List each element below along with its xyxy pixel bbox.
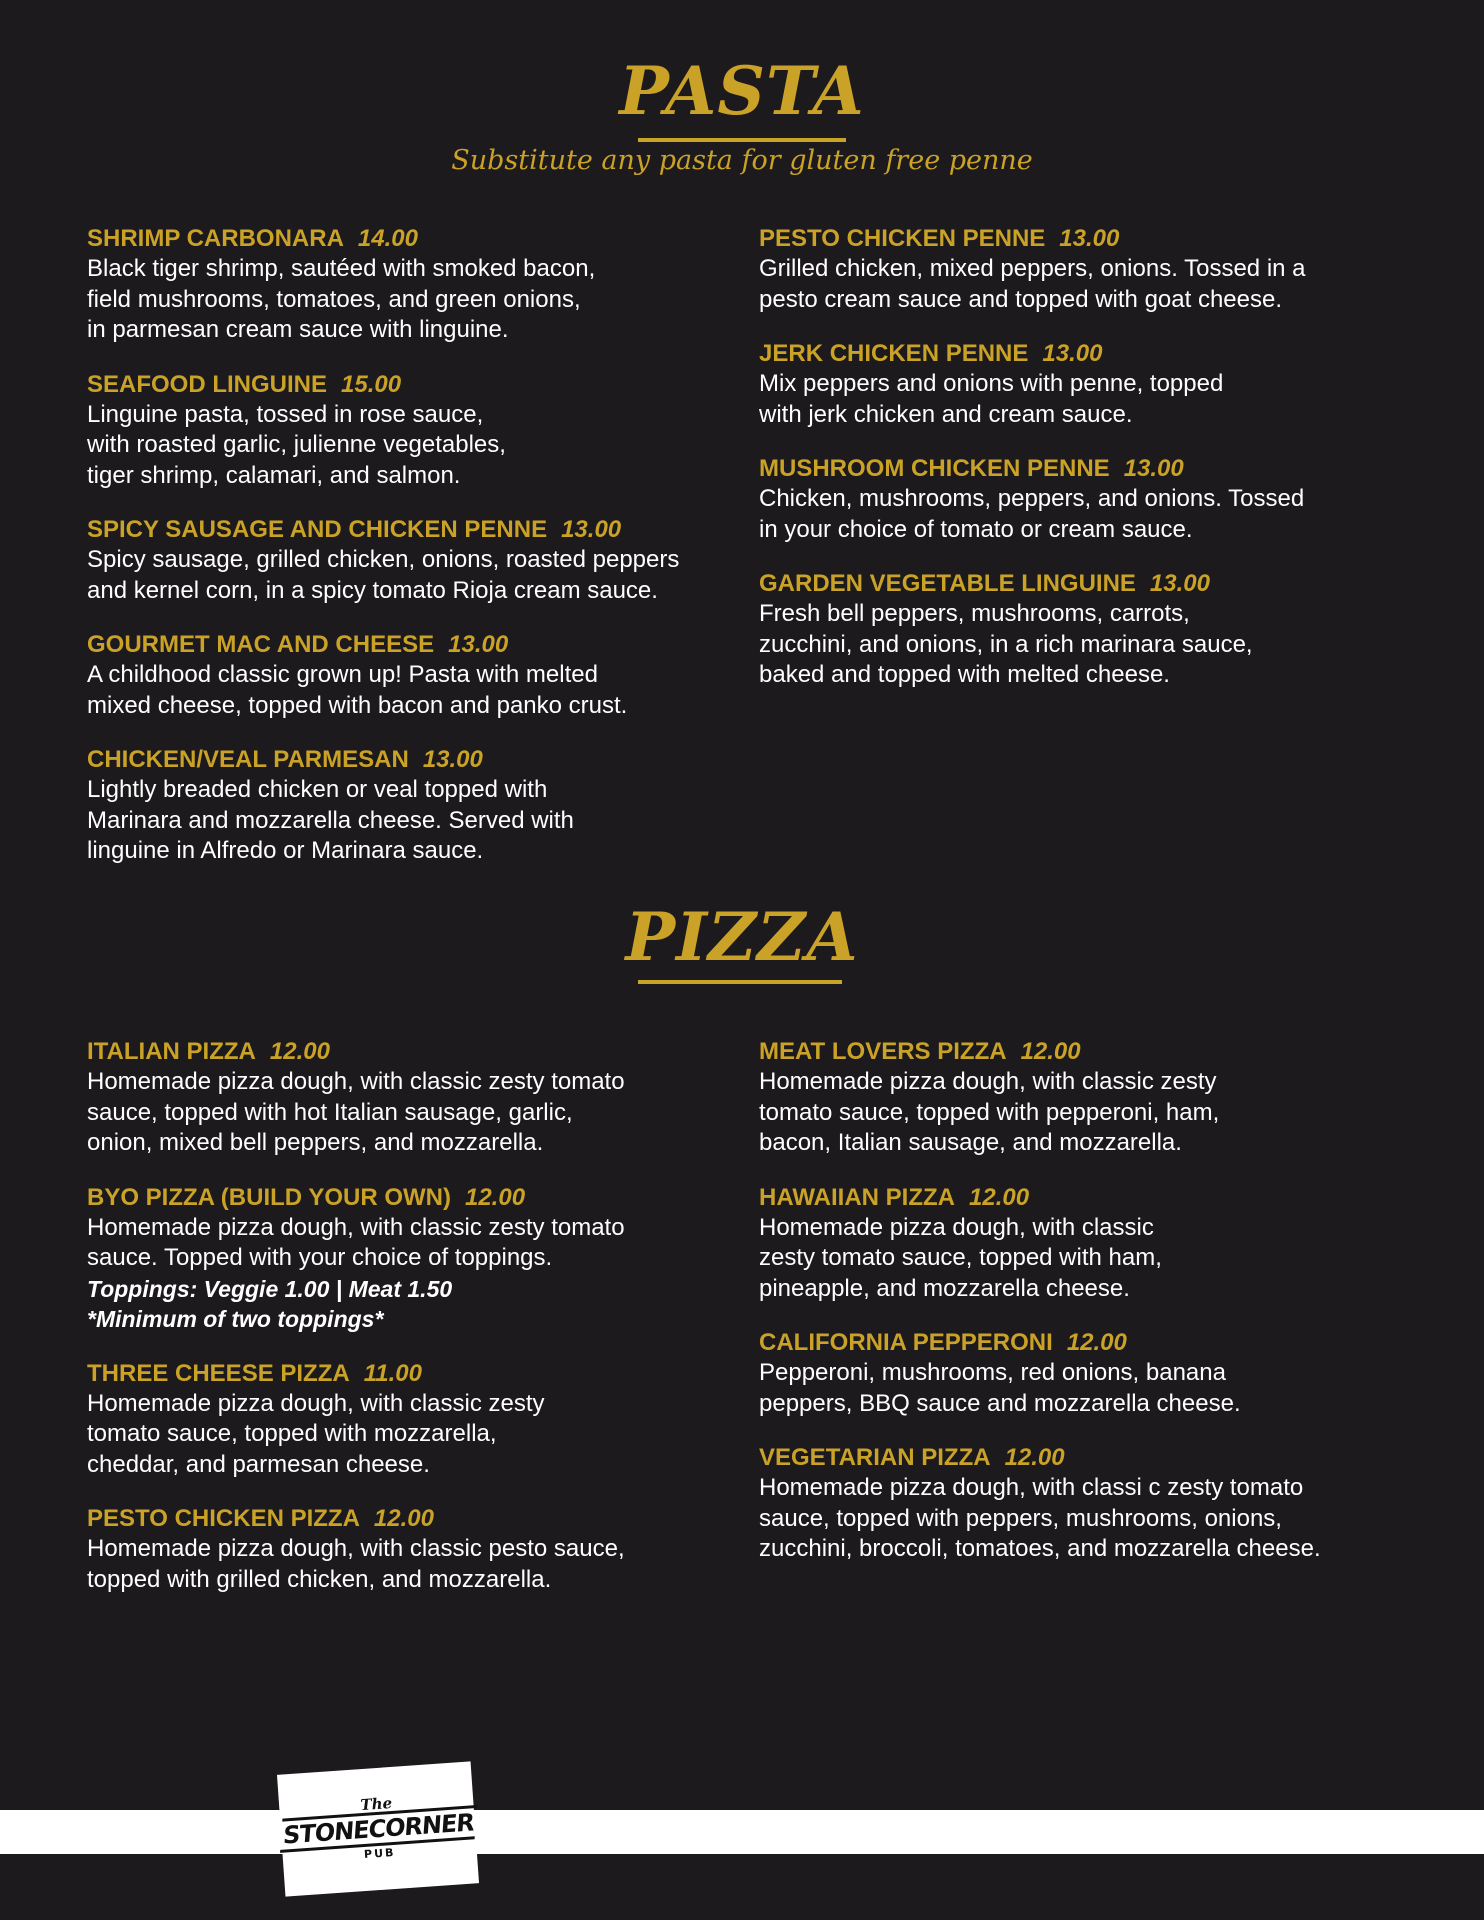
- item-description: Homemade pizza dough, with classic zesty tomato sauce, topped with pepperoni, ham, bacon, Italian sausage, and mozzarella.: [759, 1068, 1220, 1156]
- item-description: Spicy sausage, grilled chicken, onions, roasted peppers and kernel corn, in a spicy tomato Rioja cream sauce.: [87, 546, 680, 604]
- menu-item: [759, 224, 1419, 315]
- item-price: 13.00: [1123, 455, 1184, 482]
- menu-item: [759, 1183, 1419, 1305]
- item-price: 13.00: [448, 631, 509, 658]
- item-name: SPICY SAUSAGE AND CHICKEN PENNE: [87, 516, 548, 543]
- item-name: VEGETARIAN PIZZA: [759, 1444, 991, 1471]
- item-price: 12.00: [464, 1183, 526, 1211]
- menu-item: [87, 370, 747, 492]
- item-name: THREE CHEESE PIZZA: [87, 1359, 350, 1387]
- minimum-toppings-note: *Minimum of two toppings*: [87, 1306, 384, 1332]
- item-price: 12.00: [1066, 1329, 1127, 1356]
- item-price: 15.00: [341, 370, 402, 398]
- item-description: Linguine pasta, tossed in rose sauce, with roasted garlic, julienne vegetables, tiger shrimp, calamari, and salmon.: [87, 400, 506, 489]
- item-description: A childhood classic grown up! Pasta with melted mixed cheese, topped with bacon and panko crust.: [87, 661, 628, 719]
- item-price: 12.00: [1020, 1038, 1081, 1065]
- menu-item: [759, 1328, 1419, 1419]
- menu-item: [759, 454, 1419, 545]
- item-description: Homemade pizza dough, with classi c zesty tomato sauce, topped with peppers, mushrooms, onions, zucchini, broccoli, tomatoes, and mozzarella cheese.: [759, 1474, 1321, 1562]
- item-price: 13.00: [561, 516, 622, 543]
- pasta-left-column: [87, 224, 747, 891]
- pasta-subtitle: Substitute any pasta for gluten free penne: [451, 145, 1033, 176]
- item-price: 14.00: [357, 225, 418, 252]
- menu-item: [759, 1037, 1419, 1159]
- item-description: Black tiger shrimp, sautéed with smoked bacon, field mushrooms, tomatoes, and green onions, in parmesan cream sauce with linguine.: [87, 255, 596, 343]
- stonecorner-logo: [279, 1764, 477, 1895]
- item-description: Homemade pizza dough, with classic zesty tomato sauce, topped with mozzarella, cheddar, and parmesan cheese.: [87, 1389, 545, 1478]
- item-price: 11.00: [363, 1359, 422, 1387]
- item-price: 12.00: [969, 1183, 1030, 1211]
- pizza-title: PIZZA: [625, 898, 859, 976]
- item-name: GARDEN VEGETABLE LINGUINE: [759, 570, 1136, 597]
- item-description: Chicken, mushrooms, peppers, and onions. Tossed in your choice of tomato or cream sauce.: [759, 485, 1305, 543]
- item-description: Homemade pizza dough, with classic zesty tomato sauce, topped with ham, pineapple, and mozzarella cheese.: [759, 1213, 1162, 1302]
- logo-sub: PUB: [363, 1845, 396, 1862]
- item-price: 12.00: [1004, 1444, 1065, 1471]
- menu-item: [87, 1037, 747, 1159]
- logo-the: The: [359, 1793, 393, 1815]
- menu-item: [87, 1504, 747, 1595]
- item-description: Grilled chicken, mixed peppers, onions. Tossed in a pesto cream sauce and topped with goat cheese.: [759, 255, 1306, 313]
- item-name: PESTO CHICKEN PENNE: [759, 225, 1046, 252]
- pasta-title-rule: [638, 138, 846, 142]
- item-name: SHRIMP CARBONARA: [87, 225, 344, 252]
- pizza-left-column: [87, 1037, 747, 1619]
- logo-name: STONECORNER: [280, 1805, 477, 1853]
- item-description: Homemade pizza dough, with classic zesty tomato sauce. Topped with your choice of toppings.: [87, 1213, 625, 1271]
- pizza-title-rule: [638, 980, 842, 984]
- item-price: 12.00: [269, 1038, 330, 1065]
- menu-item: [87, 630, 747, 721]
- pizza-right-column: [759, 1037, 1419, 1589]
- menu-item: [759, 1443, 1419, 1565]
- menu-item: [87, 745, 747, 867]
- item-name: CHICKEN/VEAL PARMESAN: [87, 746, 409, 773]
- item-price: 13.00: [1149, 570, 1210, 597]
- item-name: BYO PIZZA (BUILD YOUR OWN): [87, 1183, 451, 1211]
- item-name: SEAFOOD LINGUINE: [87, 370, 328, 398]
- item-name: MEAT LOVERS PIZZA: [759, 1038, 1007, 1065]
- item-name: GOURMET MAC AND CHEESE: [87, 631, 435, 658]
- item-name: ITALIAN PIZZA: [87, 1038, 256, 1065]
- item-description: Fresh bell peppers, mushrooms, carrots, zucchini, and onions, in a rich marinara sauce, baked and topped with melted cheese.: [759, 600, 1253, 688]
- item-price: 13.00: [1059, 225, 1120, 252]
- item-name: PESTO CHICKEN PIZZA: [87, 1505, 360, 1532]
- item-description: Mix peppers and onions with penne, topped with jerk chicken and cream sauce.: [759, 370, 1224, 428]
- item-name: JERK CHICKEN PENNE: [759, 340, 1029, 367]
- item-price: 13.00: [422, 746, 483, 773]
- menu-item: [87, 1183, 747, 1335]
- footer-band: [0, 1810, 1484, 1854]
- toppings-note: Toppings: Veggie 1.00 | Meat 1.50: [87, 1275, 453, 1302]
- item-name: CALIFORNIA PEPPERONI: [759, 1329, 1053, 1356]
- item-price: 12.00: [373, 1505, 434, 1532]
- item-description: Homemade pizza dough, with classic pesto sauce, topped with grilled chicken, and mozzarella.: [87, 1535, 625, 1593]
- item-name: MUSHROOM CHICKEN PENNE: [759, 455, 1110, 482]
- menu-item: [759, 569, 1419, 691]
- pasta-title: PASTA: [619, 52, 865, 130]
- item-description: Homemade pizza dough, with classic zesty tomato sauce, topped with hot Italian sausage, garlic, onion, mixed bell peppers, and mozzarella.: [87, 1068, 625, 1156]
- menu-item: [87, 224, 747, 346]
- item-description: Pepperoni, mushrooms, red onions, banana peppers, BBQ sauce and mozzarella cheese.: [759, 1359, 1241, 1417]
- pasta-right-column: [759, 224, 1419, 715]
- menu-item: [759, 339, 1419, 430]
- menu-item: [87, 515, 747, 606]
- menu-item: [87, 1359, 747, 1481]
- item-price: 13.00: [1042, 340, 1103, 367]
- item-description: Lightly breaded chicken or veal topped with Marinara and mozzarella cheese. Served with linguine in Alfredo or Marinara sauce.: [87, 776, 574, 864]
- item-name: HAWAIIAN PIZZA: [759, 1183, 955, 1211]
